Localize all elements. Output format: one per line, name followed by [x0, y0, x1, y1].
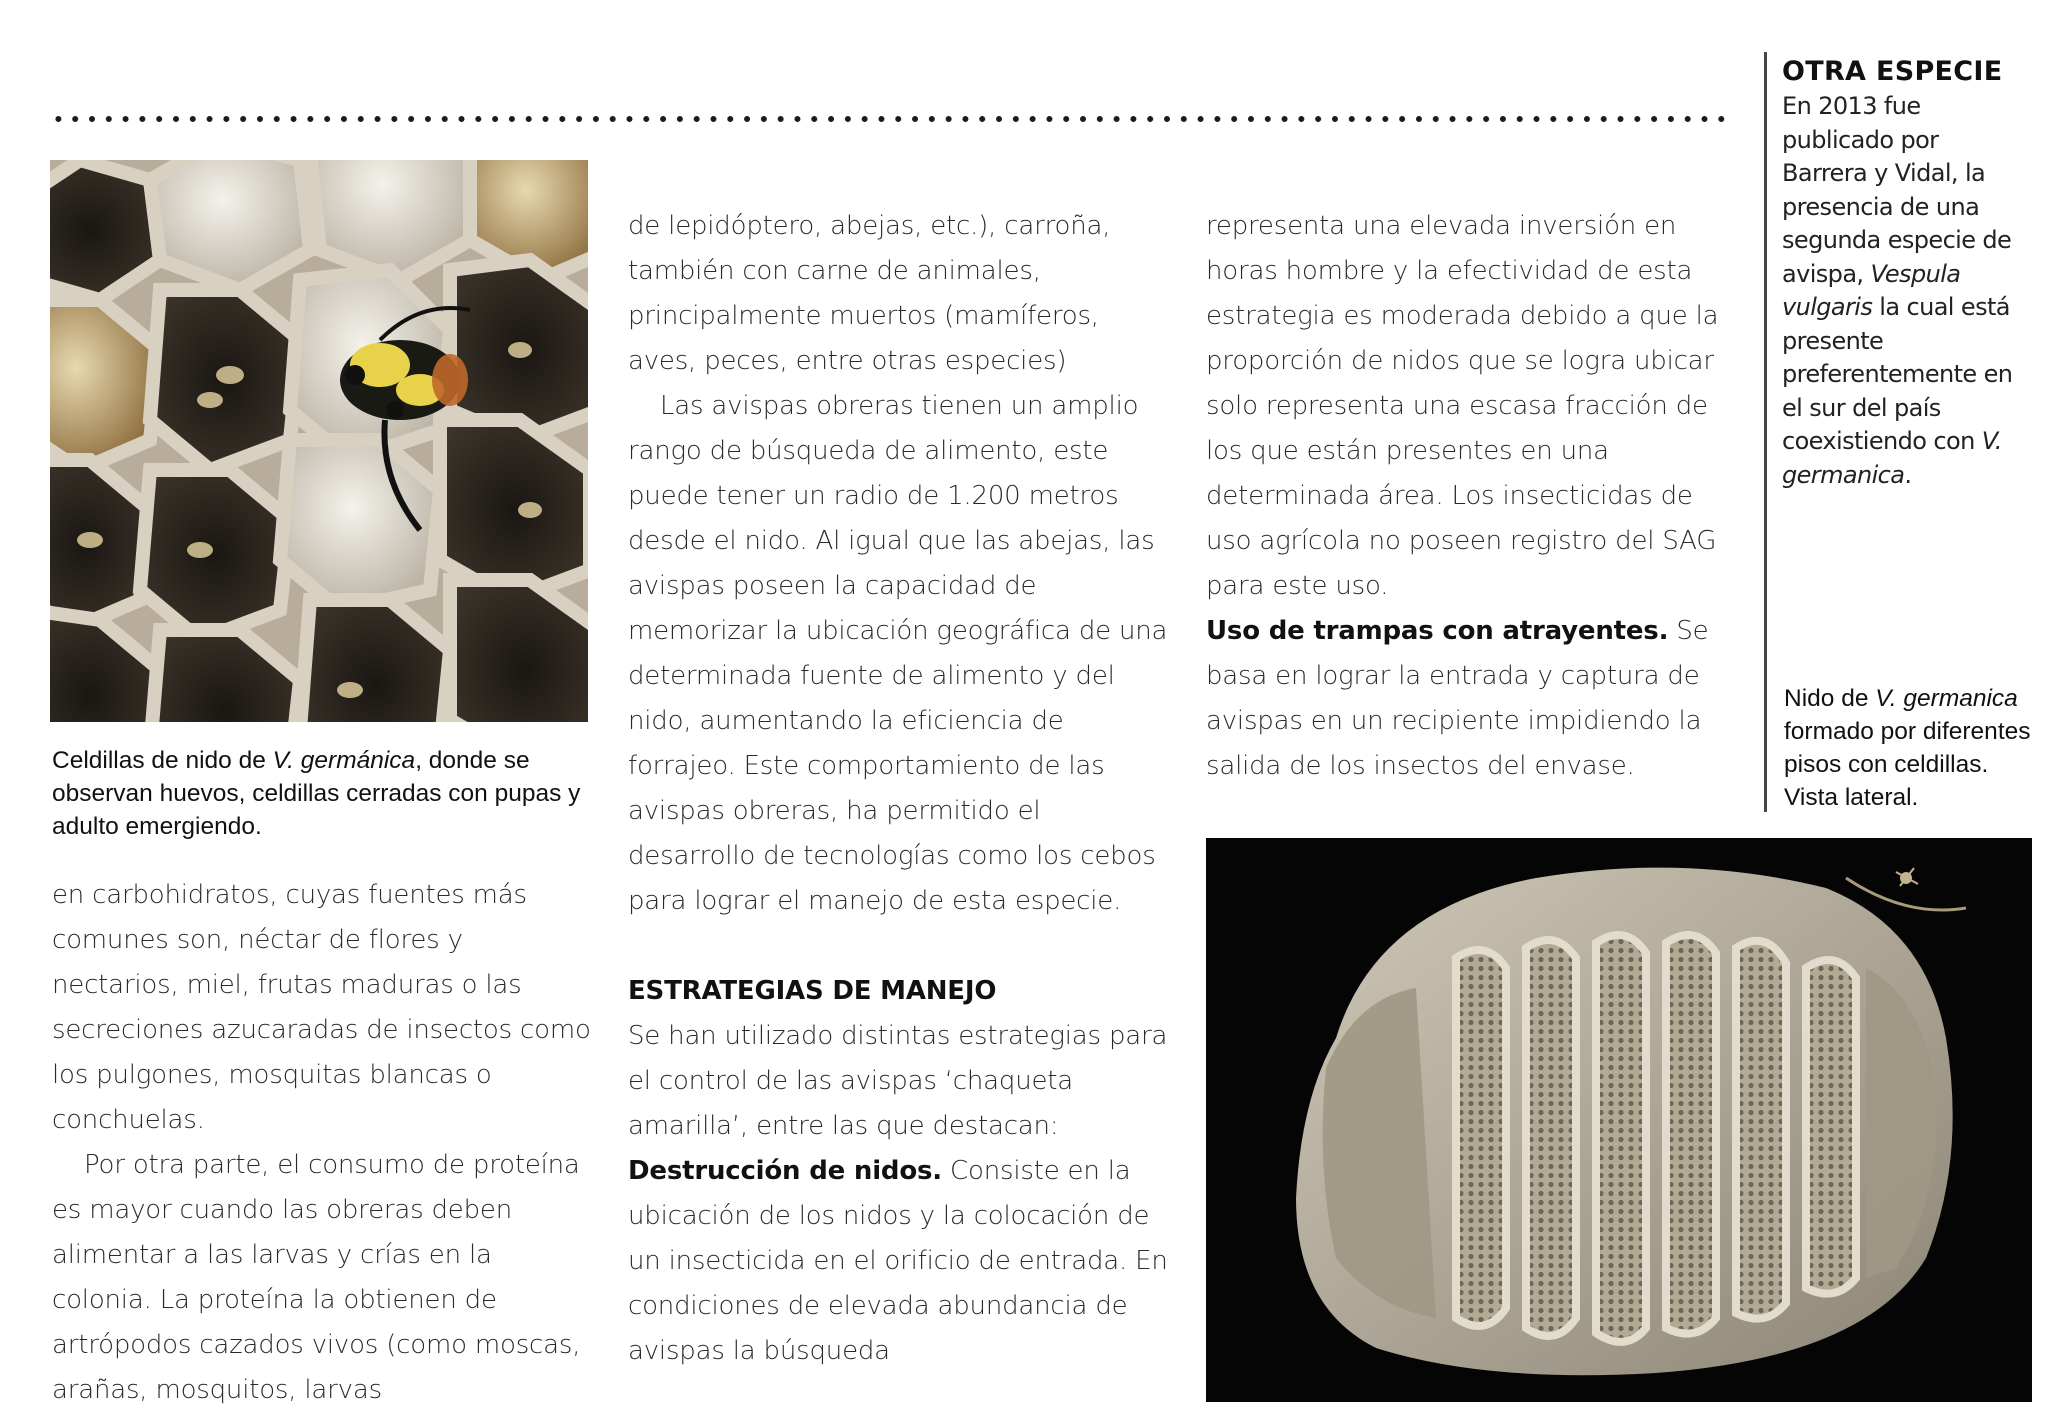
sidebar-text-after: . — [1904, 460, 1912, 489]
figure2-caption-before: Nido de — [1784, 685, 1876, 712]
column-1 — [52, 873, 592, 1413]
column1-paragraph-2: Por otra parte, el consumo de proteína es mayor cuando las obreras deben alimentar a las larvas y crías en la colonia. La proteína la obtienen de artrópodos cazados vivos (como moscas, arañas, mosquitos, larvas — [52, 1150, 581, 1405]
column2-paragraph-1: de lepidóptero, abejas, etc.), carroña, también con carne de animales, principalmente muertos (mamíferos, aves, peces, entre otras especies) — [628, 211, 1111, 376]
figure2-caption — [1784, 682, 2034, 814]
figure1-caption-before: Celdillas de nido de — [52, 747, 273, 774]
column2-paragraph-4-text: Consiste en la ubicación de los nidos y la colocación de un insecticida en el orificio de entrada. En condiciones de elevada abundancia de avispas la búsqueda — [628, 1156, 1168, 1366]
column3-paragraph-2 — [1206, 609, 1746, 789]
column3-paragraph-1: representa una elevada inversión en horas hombre y la efectividad de esta estrategia es moderada debido a que la proporción de nidos que se logra ubicar solo representa una escasa fracción de los que están presentes en una determinada área. Los insecticidas de uso agrícola no poseen registro del SAG para este uso. — [1206, 211, 1719, 601]
column2-paragraph-3: Se han utilizado distintas estrategias para el control de las avispas ‘chaqueta amarilla’, entre las que destacan: — [628, 1021, 1168, 1141]
honeycomb-photo — [50, 160, 588, 722]
sidebar-title: OTRA ESPECIE — [1782, 56, 2003, 87]
sidebar-species-1: Vespula vulgaris — [1782, 259, 1961, 321]
sidebar-text — [1782, 90, 2022, 492]
column1-paragraph-1: en carbohidratos, cuyas fuentes más comunes son, néctar de flores y nectarios, miel, frutas maduras o las secreciones azucaradas de insectos como los pulgones, mosquitas blancas o conchuelas. — [52, 880, 591, 1135]
column-2 — [628, 204, 1168, 1374]
column2-paragraph-2: Las avispas obreras tienen un amplio rango de búsqueda de alimento, este puede tener un radio de 1.200 metros desde el nido. Al igual que las abejas, las avispas poseen la capacidad de memorizar la ubicación geográfica de una determinada fuente de alimento y del nido, aumentando la eficiencia de forrajeo. Este comportamiento de las avispas obreras, ha permitido el desarrollo de tecnologías como los cebos para lograr el manejo de esta especie. — [628, 391, 1168, 916]
sidebar-divider — [1764, 52, 1767, 812]
figure1-caption-species: V. germánica — [272, 747, 416, 774]
column2-paragraph-4 — [628, 1149, 1168, 1374]
figure2-caption-species: V. germanica — [1875, 685, 2018, 712]
figure1-caption — [52, 744, 592, 843]
column2-paragraph-4-lead: Destrucción de nidos. — [628, 1156, 942, 1186]
dotted-separator — [50, 113, 1728, 125]
column-3 — [1206, 204, 1746, 789]
column3-paragraph-2-text: Se basa en lograr la entrada y captura de avispas en un recipiente impidiendo la salida de los insectos del envase. — [1206, 616, 1709, 781]
section-heading: ESTRATEGIAS DE MANEJO — [628, 976, 997, 1006]
figure2-caption-after: formado por diferentes pisos con celdillas. Vista lateral. — [1784, 718, 2031, 811]
wasp-nest-photo — [1206, 838, 2032, 1402]
column3-paragraph-2-lead: Uso de trampas con atrayentes. — [1206, 616, 1669, 646]
sidebar-text-middle: la cual está presente preferentemente en el sur del país coexistiendo con — [1782, 293, 2013, 455]
sidebar-species-2: V. germanica — [1782, 427, 2002, 489]
figure1-caption-after: , donde se observan huevos, celdillas cerradas con pupas y adulto emergiendo. — [52, 747, 581, 840]
sidebar-text-before: En 2013 fue publicado por Barrera y Vidal, la presencia de una segunda especie de avispa, — [1782, 92, 2012, 288]
